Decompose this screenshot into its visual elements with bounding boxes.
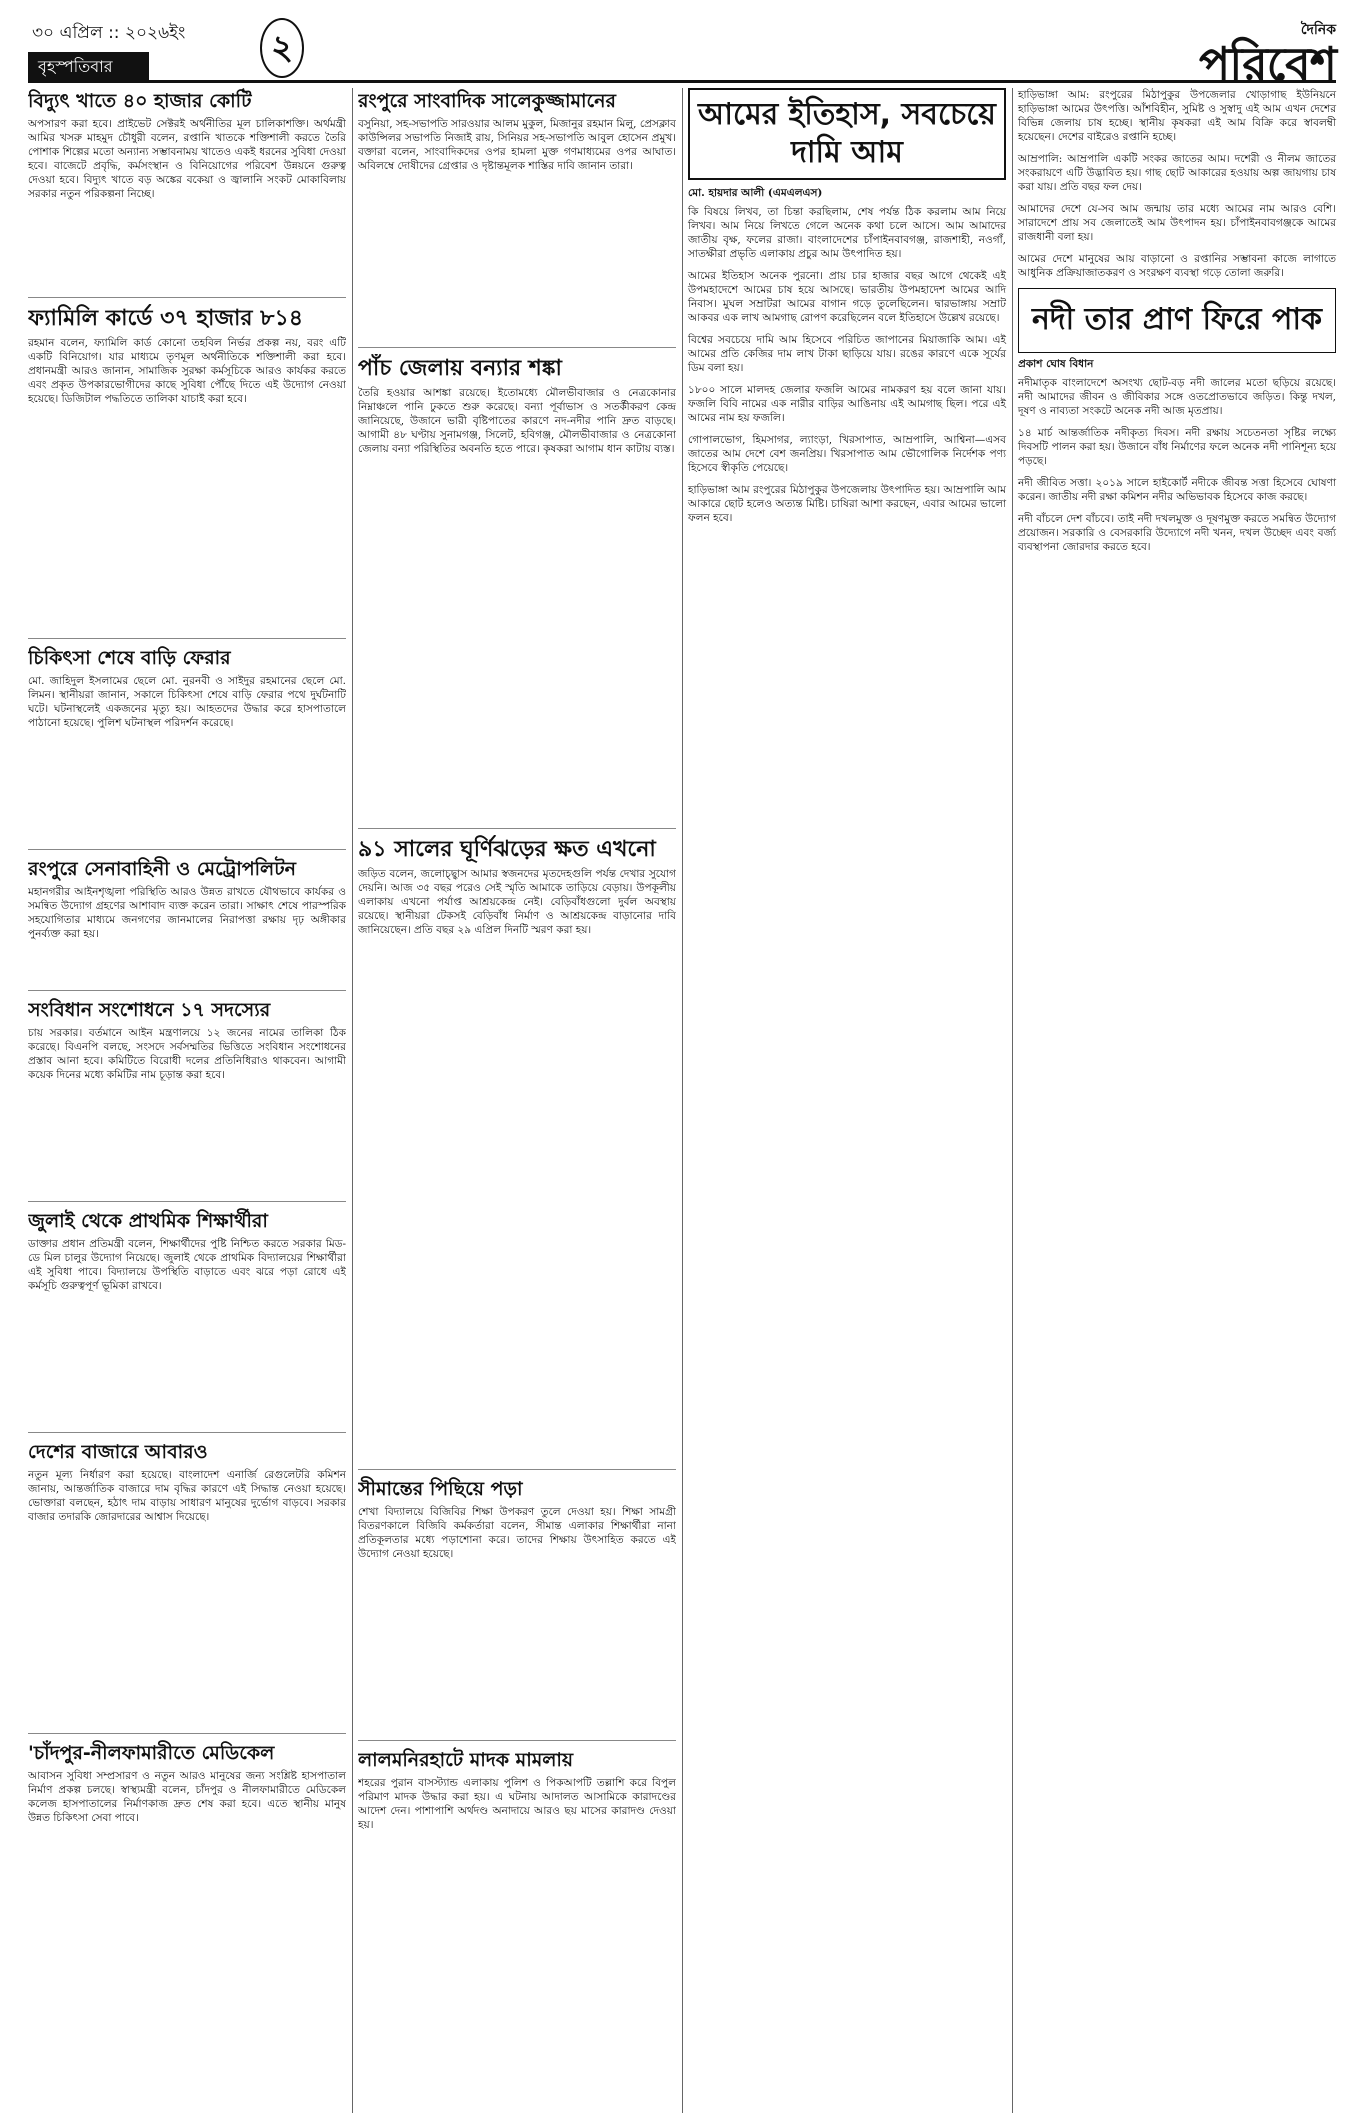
- feature-article-paragraph: নদীমাতৃক বাংলাদেশে অসংখ্য ছোট-বড় নদী জালের মতো ছড়িয়ে রয়েছে। নদী আমাদের জীবন ও জীবিকার সঙ্গে ওতপ্রোতভাবে জড়িত। কিন্তু দখল, দূষণ ও নাব্যতা সংকটে অনেক নদী আজ মৃতপ্রায়।: [1018, 377, 1336, 417]
- news-article: [28, 88, 346, 298]
- column-1: [28, 88, 346, 1930]
- article-body: চায় সরকার। বর্তমানে আইন মন্ত্রণালয়ে ১২ জনের নামের তালিকা ঠিক করেছে। বিএনপি বলছে, সংসদে সর্বসম্মতির ভিত্তিতে সংবিধান সংশোধনের প্রস্তাব আনা হবে। কমিটিতে বিরোধী দলের প্রতিনিধিরাও থাকবেন। আগামী কয়েক দিনের মধ্যে কমিটির নাম চূড়ান্ত করা হবে।: [28, 1027, 346, 1081]
- feature-article-paragraph: নদী বাঁচলে দেশ বাঁচবে। তাই নদী দখলমুক্ত ও দূষণমুক্ত করতে সমন্বিত উদ্যোগ প্রয়োজন। সরকারি ও বেসরকারি উদ্যোগে নদী খনন, দখল উচ্ছেদ এবং বর্জ্য ব্যবস্থাপনা জোরদার করতে হবে।: [1018, 513, 1336, 553]
- article-body: ডাক্তার প্রধান প্রতিমন্ত্রী বলেন, শিক্ষার্থীদের পুষ্টি নিশ্চিত করতে সরকার মিড-ডে মিল চালুর উদ্যোগ নিয়েছে। জুলাই থেকে প্রাথমিক বিদ্যালয়ের শিক্ষার্থীরা এই সুবিধা পাবে। বিদ্যালয়ে উপস্থিতি বাড়াতে এবং ঝরে পড়া রোধে এই কর্মসূচি গুরুত্বপূর্ণ ভূমিকা রাখবে।: [28, 1238, 346, 1292]
- logo-title: পরিবেশ: [1199, 37, 1336, 91]
- article-headline: ফ্যামিলি কার্ডে ৩৭ হাজার ৮১৪: [28, 306, 304, 331]
- lead-article-title-box: [688, 88, 1006, 180]
- news-article: [28, 1439, 346, 1734]
- lead-article-title: আমের ইতিহাস, সবচেয়ে দামি আম: [698, 97, 996, 170]
- article-body: শেখা বিদ্যালয়ে বিজিবির শিক্ষা উপকরণ তুলে দেওয়া হয়। শিক্ষা সামগ্রী বিতরণকালে বিজিবি কর্মকর্তারা বলেন, সীমান্ত এলাকার শিক্ষার্থীরা নানা প্রতিকূলতার মধ্যে পড়াশোনা করে। তাদের শিক্ষায় উৎসাহিত করতে এই উদ্যোগ নেওয়া হয়েছে।: [358, 1506, 676, 1560]
- issue-date: ৩০ এপ্রিল :: ২০২৬ইং: [32, 23, 186, 43]
- column-divider: [352, 88, 353, 2113]
- article-headline: সীমান্তের পিছিয়ে পড়া: [358, 1478, 523, 1500]
- article-body: জড়িত বলেন, জলোচ্ছ্বাস আমার স্বজনদের মৃতদেহগুলি পর্যন্ত দেখার সুযোগ দেয়নি। আজ ৩৫ বছর পরেও সেই স্মৃতি আমাকে তাড়িয়ে বেড়ায়। উপকূলীয় এলাকায় এখনো পর্যাপ্ত আশ্রয়কেন্দ্র নেই। বেড়িবাঁধগুলো দুর্বল অবস্থায় রয়েছে। স্থানীয়রা টেকসই বেড়িবাঁধ নির্মাণ ও আশ্রয়কেন্দ্র বাড়ানোর দাবি জানিয়েছেন। প্রতি বছর ২৯ এপ্রিল দিনটি স্মরণ করা হয়।: [358, 868, 676, 936]
- news-article: [28, 856, 346, 991]
- article-headline: জুলাই থেকে প্রাথমিক শিক্ষার্থীরা: [28, 1210, 268, 1232]
- article-paragraph: হাড়িভাঙ্গা আম: রংপুরের মিঠাপুকুর উপজেলার খোড়াগাছ ইউনিয়নে হাড়িভাঙ্গা আমের উৎপত্তি। আঁশবিহীন, সুমিষ্ট ও সুস্বাদু এই আম এখন দেশের বিভিন্ন জেলায় চাষ হচ্ছে। স্থানীয় কৃষকরা এই আম বিক্রি করে স্বাবলম্বী হয়েছেন। দেশের বাইরেও রপ্তানি হচ্ছে।: [1018, 89, 1336, 143]
- column-divider: [1012, 88, 1013, 2113]
- article-body: মহানগরীর আইনশৃঙ্খলা পরিস্থিতি আরও উন্নত রাখতে যৌথভাবে কার্যকর ও সমন্বিত উদ্যোগ গ্রহণের আশাবাদ ব্যক্ত করেন তারা। সাক্ষাৎ শেষে পারস্পরিক সহযোগিতার মাধ্যমে জনগণের জানমালের নিরাপত্তা রক্ষায় দৃঢ় অঙ্গীকার পুনর্ব্যক্ত করা হয়।: [28, 886, 346, 940]
- news-article: [358, 1747, 676, 1981]
- lead-article-paragraph: আমের ইতিহাস অনেক পুরনো। প্রায় চার হাজার বছর আগে থেকেই এই উপমহাদেশে আমের চাষ হয়ে আসছে। ভারতীয় উপমহাদেশ আমের আদি নিবাস। মুঘল সম্রাটরা আমের বাগান গড়ে তুলেছিলেন। দ্বারভাঙ্গায় সম্রাট আকবর এক লাখ আমগাছ রোপণ করেছিলেন বলে ইতিহাসে উল্লেখ রয়েছে।: [688, 270, 1006, 324]
- article-paragraph: আমাদের দেশে যে-সব আম জন্মায় তার মধ্যে আমের নাম আরও বেশি। সারাদেশে প্রায় সব জেলাতেই আম উৎপাদন হয়। চাঁপাইনবাবগঞ্জকে আমের রাজধানী বলা হয়।: [1018, 203, 1336, 243]
- news-article: [28, 1740, 346, 1924]
- column-3: [688, 88, 1006, 533]
- lead-article-paragraph: কি বিষয়ে লিখব, তা চিন্তা করছিলাম, শেষ পর্যন্ত ঠিক করলাম আম নিয়ে লিখব। আম নিয়ে লিখতে গেলে অনেক কথা চলে আসে। আম আমাদের জাতীয় বৃক্ষ, ফলের রাজা। বাংলাদেশের চাঁপাইনবাবগঞ্জ, রাজশাহী, নওগাঁ, সাতক্ষীরা প্রভৃতি এলাকায় প্রচুর আম উৎপাদিত হয়।: [688, 206, 1006, 260]
- column-4: [1018, 88, 1336, 562]
- article-body: শহরের পুরান বাসস্ট্যান্ড এলাকায় পুলিশ ও পিকআপটি তল্লাশি করে বিপুল পরিমাণ মাদক উদ্ধার করা হয়। এ ঘটনায় আদালত আসামিকে কারাদণ্ডের আদেশ দেন। পাশাপাশি অর্থদণ্ড অনাদায়ে আরও ছয় মাসের কারাদণ্ড দেওয়া হয়।: [358, 1777, 676, 1831]
- issue-day: বৃহস্পতিবার: [28, 52, 149, 83]
- article-headline: পাঁচ জেলায় বন্যার শঙ্কা: [358, 356, 562, 381]
- article-headline: বিদ্যুৎ খাতে ৪০ হাজার কোটি: [28, 90, 252, 112]
- feature-article-byline: প্রকাশ ঘোষ বিধান: [1018, 358, 1094, 370]
- column-2: [358, 88, 676, 1987]
- newspaper-logo: [1199, 18, 1336, 91]
- logo-small-text: দৈনিক: [1300, 22, 1336, 38]
- article-body: মো. জাহিদুল ইসলামের ছেলে মো. নুরনবী ও সাইদুর রহমানের ছেলে মো. লিমন। স্থানীয়রা জানান, সকালে চিকিৎসা শেষে বাড়ি ফেরার পথে দুর্ঘটনাটি ঘটে। ঘটনাস্থলেই একজনের মৃত্যু হয়। আহতদের উদ্ধার করে হাসপাতালে পাঠানো হয়েছে। পুলিশ ঘটনাস্থল পরিদর্শন করেছে।: [28, 675, 346, 729]
- news-article: [28, 304, 346, 639]
- article-headline: দেশের বাজারে আবারও: [28, 1441, 208, 1463]
- feature-article-paragraph: ১৪ মার্চ আন্তর্জাতিক নদীকৃত্য দিবস। নদী রক্ষায় সচেতনতা সৃষ্টির লক্ষ্যে দিবসটি পালন করা হয়। উজানে বাঁধ নির্মাণের ফলে অনেক নদী পানিশূন্য হয়ে পড়ছে।: [1018, 427, 1336, 467]
- feature-article-title: নদী তার প্রাণ ফিরে পাক: [1018, 288, 1336, 353]
- article-headline: রংপুরে সাংবাদিক সালেকুজ্জামানের: [358, 90, 616, 112]
- article-headline: লালমনিরহাটে মাদক মামলায়: [358, 1749, 574, 1771]
- article-body: বসুনিয়া, সহ-সভাপতি সারওয়ার আলম মুকুল, মিজানুর রহমান মিলু, প্রেসক্লাব কাউন্সিলর সভাপতি নিজাই রায়, সিনিয়র সহ-সভাপতি আবুল হোসেন প্রমুখ। বক্তারা বলেন, সাংবাদিকদের ওপর হামলা মুক্ত গণমাধ্যমের ওপর আঘাত। অবিলম্বে দোষীদের গ্রেপ্তার ও দৃষ্টান্তমূলক শাস্তির দাবি জানান তারা।: [358, 118, 676, 172]
- article-body: আবাসন সুবিধা সম্প্রসারণ ও নতুন আরও মানুষের জন্য সংশ্লিষ্ট হাসপাতাল নির্মাণ প্রকল্প চলছে। স্বাস্থ্যমন্ত্রী বলেন, চাঁদপুর ও নীলফামারীতে মেডিকেল কলেজ হাসপাতালের নির্মাণকাজ দ্রুত শেষ করা হবে। এতে স্থানীয় মানুষ উন্নত চিকিৎসা সেবা পাবে।: [28, 1770, 346, 1824]
- lead-article-paragraph: হাড়িভাঙ্গা আম রংপুরের মিঠাপুকুর উপজেলায় উৎপাদিত হয়। আম্রপালি আম আকারে ছোট হলেও অত্যন্ত মিষ্টি। চাষিরা আশা করছেন, এবার আমের ভালো ফলন হবে।: [688, 484, 1006, 524]
- newspaper-page: [28, 18, 1336, 2113]
- lead-article-paragraph: বিশ্বের সবচেয়ে দামি আম হিসেবে পরিচিত জাপানের মিয়াজাকি আম। এই আমের প্রতি কেজির দাম লাখ টাকা ছাড়িয়ে যায়। রঙের কারণে একে সূর্যের ডিম বলা হয়।: [688, 334, 1006, 374]
- lead-article-byline: মো. হায়দার আলী (এমএলএস): [688, 187, 823, 199]
- article-headline: রংপুরে সেনাবাহিনী ও মেট্রোপলিটন: [28, 858, 296, 880]
- page-number: ২: [260, 18, 304, 78]
- news-article: [358, 88, 676, 348]
- article-headline: 'চাঁদপুর-নীলফামারীতে মেডিকেল: [28, 1742, 275, 1764]
- lead-article-paragraph: গোপালভোগ, হিমসাগর, ল্যাংড়া, খিরসাপাত, আম্রপালি, আশ্বিনা—এসব জাতের আম দেশে বেশ জনপ্রিয়। খিরসাপাত আম ভৌগোলিক নির্দেশক পণ্য হিসেবে স্বীকৃতি পেয়েছে।: [688, 434, 1006, 474]
- article-body: রহমান বলেন, ফ্যামিলি কার্ড কোনো তহবিল নির্ভর প্রকল্প নয়, বরং এটি একটি বিনিয়োগ। যার মাধ্যমে তৃণমূল অর্থনীতিকে শক্তিশালী করা হবে। প্রধানমন্ত্রী আরও জানান, সামাজিক সুরক্ষা কর্মসূচিকে আরও কার্যকর করতে এবং প্রকৃত উপকারভোগীদের কাছে সুবিধা পৌঁছে দিতে এই উদ্যোগ নেওয়া হয়েছে। ডিজিটাল পদ্ধতিতে তালিকা যাচাই করা হবে।: [28, 337, 346, 405]
- lead-article-paragraph: ১৮০০ সালে মালদহ জেলার ফজলি আমের নামকরণ হয় বলে জানা যায়। ফজলি বিবি নামের এক নারীর বাড়ির আঙিনায় এই আমগাছ ছিল। পরে এই আমের নাম হয় ফজলি।: [688, 384, 1006, 424]
- news-article: [358, 835, 676, 1470]
- article-headline: ৯১ সালের ঘূর্ণিঝড়ের ক্ষত এখনো: [358, 837, 656, 862]
- column-divider: [682, 88, 683, 2113]
- news-article: [358, 354, 676, 829]
- news-article: [28, 997, 346, 1202]
- article-body: তৈরি হওয়ার আশঙ্কা রয়েছে। ইতোমধ্যে মৌলভীবাজার ও নেত্রকোনার নিম্নাঞ্চলে পানি ঢুকতে শুরু করেছে। বন্যা পূর্বাভাস ও সতর্কীকরণ কেন্দ্র জানিয়েছে, উজানে ভারী বৃষ্টিপাতের কারণে নদ-নদীর পানি দ্রুত বাড়ছে। আগামী ৪৮ ঘণ্টায় সুনামগঞ্জ, সিলেট, হবিগঞ্জ, মৌলভীবাজার ও নেত্রকোনা জেলায় বন্যা পরিস্থিতির অবনতি হতে পারে। কৃষকরা আগাম ধান কাটায় ব্যস্ত।: [358, 387, 676, 455]
- news-article: [28, 645, 346, 850]
- article-paragraph: আম্রপালি: আম্রপালি একটি সংকর জাতের আম। দশেরী ও নীলম জাতের সংকরায়ণে এটি উদ্ভাবিত হয়। গাছ ছোট আকারের হওয়ায় অল্প জায়গায় চাষ করা যায়। প্রতি বছর ফল দেয়।: [1018, 153, 1336, 193]
- masthead: [28, 18, 1336, 91]
- article-headline: চিকিৎসা শেষে বাড়ি ফেরার: [28, 647, 231, 669]
- article-headline: সংবিধান সংশোধনে ১৭ সদস্যের: [28, 999, 271, 1021]
- news-article: [358, 1476, 676, 1741]
- news-article: [28, 1208, 346, 1433]
- article-body: নতুন মূল্য নির্ধারণ করা হয়েছে। বাংলাদেশ এনার্জি রেগুলেটরি কমিশন জানায়, আন্তর্জাতিক বাজারে দাম বৃদ্ধির কারণে এই সিদ্ধান্ত নেওয়া হয়েছে। ভোক্তারা বলছেন, হঠাৎ দাম বাড়ায় সাধারণ মানুষের দুর্ভোগ বাড়বে। সরকার বাজার তদারকি জোরদারের আশ্বাস দিয়েছে।: [28, 1469, 346, 1523]
- article-body: অপসারণ করা হবে। প্রাইভেট সেক্টরই অর্থনীতির মূল চালিকাশক্তি। অর্থমন্ত্রী আমির খসরু মাহমুদ চৌধুরী বলেন, রপ্তানি খাতকে শক্তিশালী করতে তৈরি পোশাক শিল্পের মতো অন্যান্য সম্ভাবনাময় খাতেও একই ধরনের সুবিধা দেওয়া হবে। বাজেটে প্রবৃদ্ধি, কর্মসংস্থান ও বিনিয়োগের পরিবেশ উন্নয়নে গুরুত্ব দেওয়া হবে। বিদ্যুৎ খাতে বড় অঙ্কের বকেয়া ও জ্বালানি সংকট মোকাবিলায় সরকার নতুন পরিকল্পনা নিচ্ছে।: [28, 118, 346, 200]
- feature-article-paragraph: নদী জীবিত সত্তা। ২০১৯ সালে হাইকোর্ট নদীকে জীবন্ত সত্তা হিসেবে ঘোষণা করেন। জাতীয় নদী রক্ষা কমিশন নদীর অভিভাবক হিসেবে কাজ করছে।: [1018, 477, 1336, 503]
- article-paragraph: আমের দেশে মানুষের আয় বাড়ানো ও রপ্তানির সম্ভাবনা কাজে লাগাতে আধুনিক প্রক্রিয়াজাতকরণ ও সংরক্ষণ ব্যবস্থা গড়ে তোলা জরুরি।: [1018, 253, 1336, 279]
